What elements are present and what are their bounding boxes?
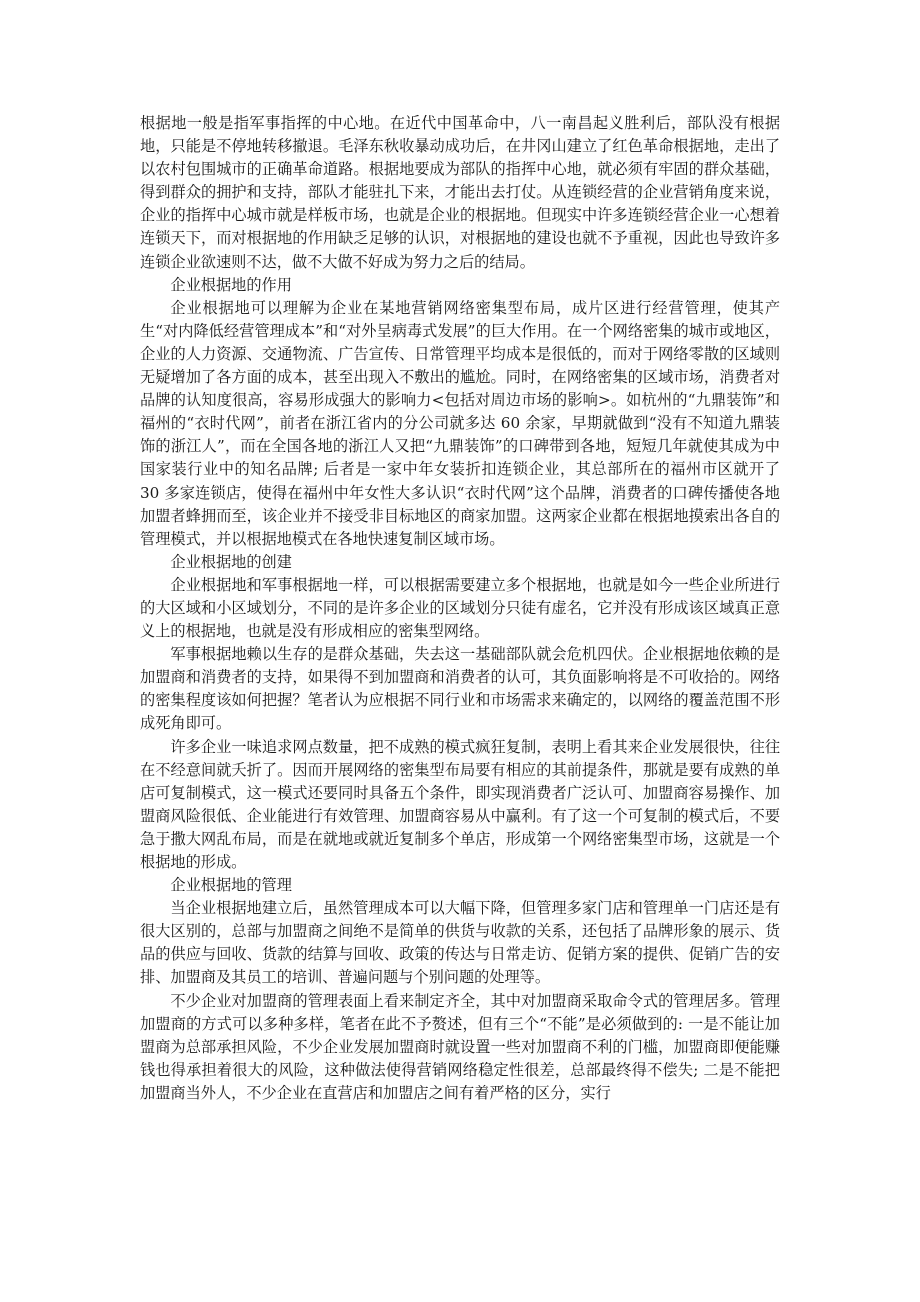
management-paragraph-2: 不少企业对加盟商的管理表面上看来制定齐全，其中对加盟商采取命令式的管理居多。管理加盟商的方式可以多种多样，笔者在此不予赘述，但有三个“不能”是必须做到的: 一是不能让加盟商为总部承担风险，不少企业发展加盟商时就设置一些对加盟商不利的门槛，加盟商即便能赚钱也得承担着很大的风险，这种做法使得营销网络稳定性很差，总部最终得不偿失; 二是不能把加盟商当外人，不少企业在直营店和加盟店之间有着严格的区分，实行 xyxy=(140,991,780,1102)
section-heading-creation: 企业根据地的创建 xyxy=(170,552,292,571)
creation-paragraph-1: 企业根据地和军事根据地一样，可以根据需要建立多个根据地，也就是如今一些企业所进行的大区域和小区域划分，不同的是许多企业的区域划分只徒有虚名，它并没有形成该区域真正意义上的根据地，也就是没有形成相应的密集型网络。 xyxy=(140,575,780,641)
section-heading-role: 企业根据地的作用 xyxy=(170,275,292,294)
creation-paragraph-2: 军事根据地赖以生存的是群众基础，失去这一基础部队就会危机四伏。企业根据地依赖的是加盟商和消费者的支持，如果得不到加盟商和消费者的认可，其负面影响将是不可收拾的。网络的密集程度该如何把握？笔者认为应根据不同行业和市场需求来确定的，以网络的覆盖范围不形成死角即可。 xyxy=(140,645,780,733)
management-paragraph-1: 当企业根据地建立后，虽然管理成本可以大幅下降，但管理多家门店和管理单一门店还是有很大区别的，总部与加盟商之间绝不是简单的供货与收款的关系，还包括了品牌形象的展示、货品的供应与回收、货款的结算与回收、政策的传达与日常走访、促销方案的提供、促销广告的安排、加盟商及其员工的培训、普遍问题与个别问题的处理等。 xyxy=(140,899,780,987)
creation-paragraph-3: 许多企业一味追求网点数量，把不成熟的模式疯狂复制，表明上看其来企业发展很快，往往在不经意间就夭折了。因而开展网络的密集型布局要有相应的其前提条件，那就是要有成熟的单店可复制模式，这一模式还要同时具备五个条件，即实现消费者广泛认可、加盟商容易操作、加盟商风险很低、企业能进行有效管理、加盟商容易从中赢利。有了这一个可复制的模式后，不要急于撒大网乱布局，而是在就地或就近复制多个单店，形成第一个网络密集型市场，这就是一个根据地的形成。 xyxy=(140,737,780,871)
document-page xyxy=(140,112,780,1105)
intro-paragraph: 根据地一般是指军事指挥的中心地。在近代中国革命中，八一南昌起义胜利后，部队没有根据地，只能是不停地转移撤退。毛泽东秋收暴动成功后，在井冈山建立了红色革命根据地，走出了以农村包围城市的正确革命道路。根据地要成为部队的指挥中心地，就必须有牢固的群众基础，得到群众的拥护和支持，部队才能驻扎下来，才能出去打仗。从连锁经营的企业营销角度来说，企业的指挥中心城市就是样板市场，也就是企业的根据地。但现实中许多连锁经营企业一心想着连锁天下，而对根据地的作用缺乏足够的认识，对根据地的建设也就不予重视，因此也导致许多连锁企业欲速则不达，做不大做不好成为努力之后的结局。 xyxy=(140,114,780,271)
role-paragraph: 企业根据地可以理解为企业在某地营销网络密集型布局，成片区进行经营管理，使其产生“对内降低经营管理成本”和“对外呈病毒式发展”的巨大作用。在一个网络密集的城市或地区，企业的人力资源、交通物流、广告宣传、日常管理平均成本是很低的，而对于网络零散的区域则无疑增加了各方面的成本，甚至出现入不敷出的尴尬。同时，在网络密集的区域市场，消费者对品牌的认知度很高，容易形成强大的影响力<包括对周边市场的影响>。如杭州的“九鼎装饰”和福州的“衣时代网”，前者在浙江省内的分公司就多达 60 余家，早期就做到“没有不知道九鼎装饰的浙江人”，而在全国各地的浙江人又把“九鼎装饰”的口碑带到各地，短短几年就使其成为中国家装行业中的知名品牌; 后者是一家中年女装折扣连锁企业，其总部所在的福州市区就开了 30 多家连锁店，使得在福州中年女性大多认识“衣时代网”这个品牌，消费者的口碑传播使各地加盟者蜂拥而至，该企业并不接受非目标地区的商家加盟。这两家企业都在根据地摸索出各自的管理模式，并以根据地模式在各地快速复制区域市场。 xyxy=(140,298,780,548)
section-heading-management: 企业根据地的管理 xyxy=(170,876,292,895)
